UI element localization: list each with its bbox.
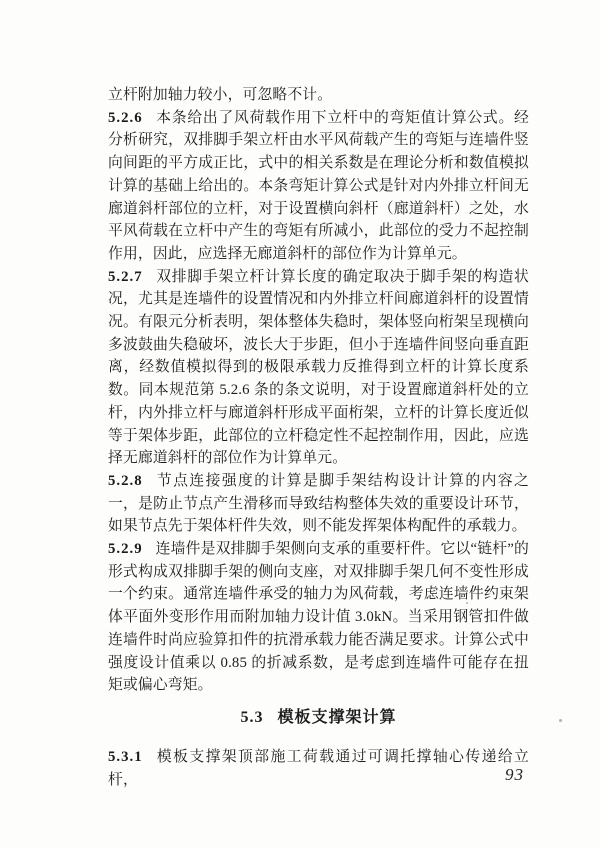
paragraph bbox=[108, 746, 529, 791]
paragraph-text: 模板支撑架顶部施工荷载通过可调托撑轴心传递给立杆， bbox=[108, 748, 529, 788]
clause-number: 5.3.1 bbox=[108, 748, 143, 765]
scan-speck bbox=[559, 719, 562, 722]
clause-number: 5.2.9 bbox=[108, 541, 143, 558]
clause-number: 5.2.7 bbox=[108, 268, 143, 285]
paragraph-text: 节点连接强度的计算是脚手架结构设计计算的内容之一，是防止节点产生滑移而导致结构整体失效的重要设计环节，如果节点先于架体杆件失效，则不能发挥架体构配件的承载力。 bbox=[108, 472, 529, 535]
scan-speck bbox=[466, 602, 468, 604]
clause-number: 5.2.6 bbox=[108, 109, 143, 126]
clause-number: 5.2.8 bbox=[108, 472, 143, 489]
paragraph-text: 立杆附加轴力较小，可忽略不计。 bbox=[108, 87, 333, 103]
paragraph bbox=[108, 538, 529, 697]
paragraph bbox=[108, 84, 529, 107]
paragraph bbox=[108, 470, 529, 538]
paragraph-text: 双排脚手架立杆计算长度的确定取决于脚手架的构造状况，尤其是连墙件的设置情况和内外排立杆间廊道斜杆的设置情况。有限元分析表明，架体整体失稳时，架体竖向桁架呈现横向多波鼓曲失稳破坏，波长大于步距，但小于连墙件间竖向垂直距离，经数值模拟得到的极限承载力反推得到立杆的计算长度系数。同本规范第 5.2.6 条的条文说明，对于设置廊道斜杆处的立杆，内外排立杆与廊道斜杆形成平面桁架，立杆的计算长度近似等于架体步距，此部位的立杆稳定性不起控制作用，因此，应选择无廊道斜杆的部位作为计算单元。 bbox=[108, 268, 529, 467]
section-heading bbox=[108, 706, 529, 729]
section-heading-number: 5.3 bbox=[240, 708, 264, 726]
paragraph-text: 本条给出了风荷载作用下立杆中的弯矩值计算公式。经分析研究，双排脚手架立杆由水平风荷载产生的弯矩与连墙件竖向间距的平方成正比，式中的相关系数是在理论分析和数值模拟计算的基础上给出的。本条弯矩计算公式是针对内外排立杆间无廊道斜杆部位的立杆，对于设置横向斜杆（廊道斜杆）之处，水平风荷载在立杆中产生的弯矩有所减小，此部位的受力不起控制作用，因此，应选择无廊道斜杆的部位作为计算单元。 bbox=[108, 109, 529, 262]
section-heading-title: 模板支撑架计算 bbox=[277, 708, 397, 726]
document-text-block bbox=[108, 84, 529, 791]
paragraph bbox=[108, 266, 529, 470]
page-number: 93 bbox=[505, 765, 524, 784]
paragraph bbox=[108, 107, 529, 266]
paragraph-text: 连墙件是双排脚手架侧向支承的重要杆件。它以“链杆”的形式构成双排脚手架的侧向支座，对双排脚手架几何不变性形成一个约束。通常连墙件承受的轴力为风荷载，考虑连墙件约束架体平面外变形作用而附加轴力设计值 3.0kN。当采用钢管扣件做连墙件时尚应验算扣件的抗滑承载力能否满足要求。计算公式中强度设计值乘以 0.85 的折减系数，是考虑到连墙件可能存在扭矩或偏心弯矩。 bbox=[108, 541, 529, 694]
